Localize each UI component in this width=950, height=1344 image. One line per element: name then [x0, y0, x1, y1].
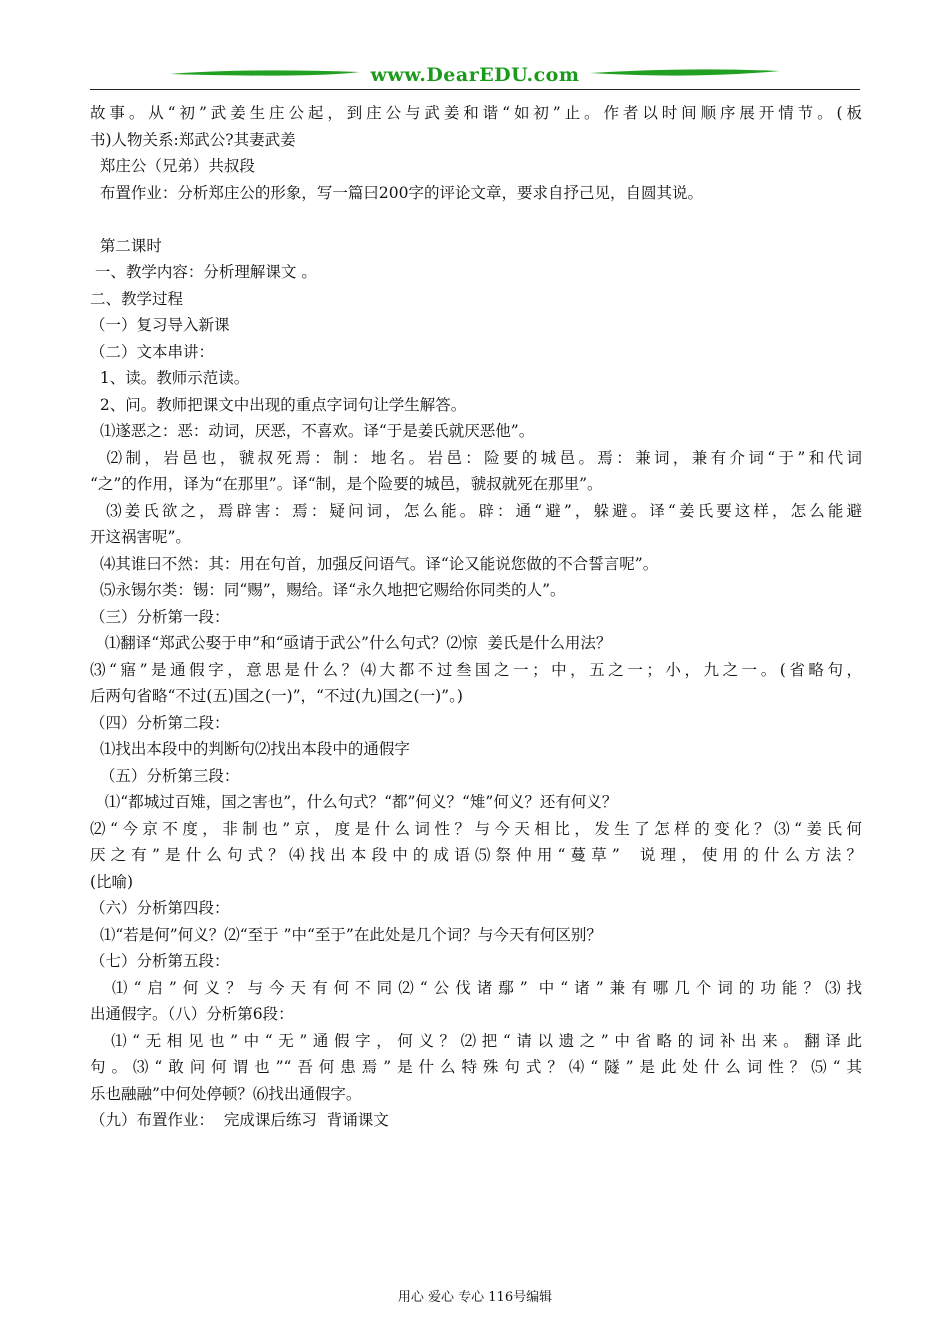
- text-line: （五）分析第三段：: [90, 766, 240, 785]
- text-line: （二）文本串讲：: [90, 342, 215, 361]
- text-line: 书)人物关系:郑武公?其妻武姜: [90, 130, 296, 149]
- text-line: （六）分析第四段：: [90, 899, 230, 917]
- text-line: ⑵“今京不度，非制也”京，度是什么词性？与今天相比，发生了怎样的变化？⑶“姜氏何: [90, 819, 862, 838]
- page-footer: 用心 爱心 专心 116号编辑: [397, 1290, 553, 1305]
- text-line: ⑴“若是何”何义？⑵“至于 ”中“至于”在此处是几个词？与今天有何区别？: [90, 925, 602, 944]
- text-line: （一）复习导入新课: [90, 316, 230, 334]
- header-rule: [90, 89, 860, 90]
- text-line: ⑶“寤”是通假字，意思是什么？⑷大都不过叁国之一；中，五之一；小，九之一。(省略句，: [90, 660, 862, 679]
- text-line: ⑶姜氏欲之，焉辟害：焉：疑问词，怎么能。辟：通“避”，躲避。译“姜氏要这样，怎么能避: [90, 501, 862, 520]
- text-line: “之”的作用，译为“在那里”。译“制，是个险要的城邑，虢叔就死在那里”。: [90, 475, 603, 493]
- text-line: ⑸永锡尔类：锡：同“赐”，赐给。译“永久地把它赐给你同类的人”。: [90, 581, 566, 599]
- text-line: (比喻): [90, 872, 134, 891]
- text-line: （四）分析第二段：: [90, 713, 230, 732]
- text-line: 出通假字。（八）分析第6段：: [90, 1005, 294, 1023]
- text-line: ⑴“都城过百雉，国之害也”，什么句式？“都”何义？“雉”何义？还有何义？: [90, 793, 618, 811]
- text-line: ⑴找出本段中的判断句⑵找出本段中的通假字: [90, 740, 410, 758]
- document-body: [90, 100, 862, 1134]
- text-line: 布置作业：分析郑庄公的形象，写一篇曰200字的评论文章，要求自抒己见，自圆其说。: [90, 183, 703, 202]
- text-line: 开这祸害呢”。: [90, 528, 191, 546]
- text-line: 一、教学内容：分析理解课文 。: [90, 263, 317, 281]
- text-line: 故事。从“初”武姜生庄公起，到庄公与武姜和谐“如初”止。作者以时间顺序展开情节。(板: [90, 104, 862, 122]
- text-line: 后两句省略“不过(五)国之(一)”，“不过(九)国之(一)”。): [90, 687, 463, 705]
- site-logo: www.DearEDU.com: [370, 64, 580, 86]
- text-line: ⑴“启”何义？与今天有何不同⑵“公伐诸鄢” 中“诸”兼有哪几个词的功能？⑶找: [90, 978, 862, 997]
- text-line: 2、问。教师把课文中出现的重点字词句让学生解答。: [90, 395, 467, 414]
- text-line: ⑴翻译“郑武公娶于申”和“亟请于武公”什么句式？⑵惊 姜氏是什么用法？: [90, 634, 612, 652]
- text-line: ⑴“无相见也”中“无”通假字，何义？⑵把“请以遗之”中省略的词补出来。翻译此: [90, 1031, 862, 1050]
- text-line: （七）分析第五段：: [90, 952, 230, 970]
- text-line: 第二课时: [90, 236, 162, 255]
- text-line: 1、读。教师示范读。: [90, 369, 250, 387]
- text-line: 厌之有”是什么句式？⑷找出本段中的成语⑸祭仲用“蔓草” 说理，使用的什么方法？: [90, 846, 862, 864]
- text-line: ⑴遂恶之：恶：动词，厌恶，不喜欢。译“于是姜氏就厌恶他”。: [90, 422, 535, 440]
- text-line: [90, 206, 862, 233]
- text-line: ⑷其谁曰不然：其：用在句首，加强反问语气。译“论又能说您做的不合誓言呢”。: [90, 554, 659, 573]
- text-line: 郑庄公（兄弟）共叔段: [90, 157, 255, 175]
- page-header: [90, 62, 860, 92]
- text-line: （九）布置作业： 完成课后练习 背诵课文: [90, 1111, 389, 1129]
- text-line: （三）分析第一段：: [90, 607, 230, 626]
- text-line: 二、教学过程: [90, 289, 184, 308]
- text-line: 乐也融融”中何处停顿？⑹找出通假字。: [90, 1084, 362, 1103]
- text-line: ⑵制，岩邑也，虢叔死焉：制：地名。岩邑：险要的城邑。焉：兼词，兼有介词“于”和代词: [90, 448, 862, 467]
- text-line: 句。⑶“敢问何谓也”“吾何患焉”是什么特殊句式？⑷“隧”是此处什么词性？⑸“其: [90, 1058, 862, 1076]
